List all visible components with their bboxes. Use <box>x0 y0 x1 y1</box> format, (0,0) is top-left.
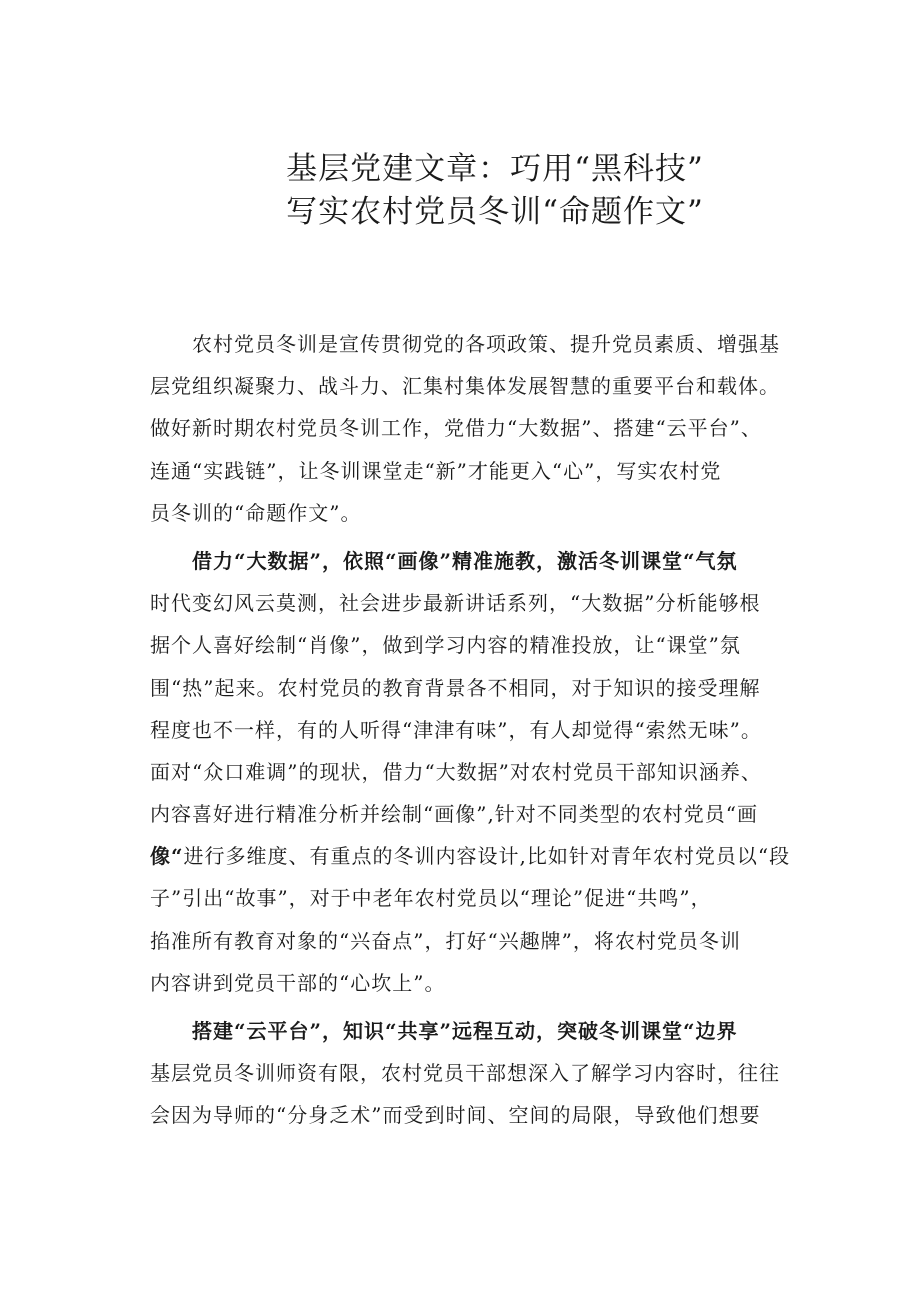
document-body <box>150 323 810 1137</box>
text-line: 程度也不一样，有的人听得“津津有味”，有人却觉得“索然无味”。 <box>150 717 762 742</box>
text-line: 面对“众口难调”的现状，借力“大数据”对农村党员干部知识涵养、 <box>150 759 762 784</box>
bold-fragment: 像“ <box>150 844 184 869</box>
text-line: 农村党员冬训是宣传贯彻党的各项政策、提升党员素质、增强基 <box>192 332 780 356</box>
section-heading-cloud-platform: 搭建“云平台”，知识“共享”远程互动，突破冬训课堂“边界 <box>192 1019 738 1043</box>
title-line-1: 基层党建文章：巧用“黑科技” <box>286 151 704 187</box>
text-line: 子”引出“故事”，对于中老年农村党员以“理论”促进“共鸣”， <box>150 886 712 911</box>
text-line <box>150 835 810 877</box>
text-line: 做好新时期农村党员冬训工作，党借力“大数据”、搭建“云平台”、 <box>150 416 762 441</box>
paragraph-cloud-platform <box>150 1052 810 1136</box>
text-line: 掐准所有教育对象的“兴奋点”，打好“兴趣牌”，将农村党员冬训 <box>150 928 741 953</box>
text-line: 连通“实践链”，让冬训课堂走“新”才能更入“心”，写实农村党 <box>150 458 722 483</box>
paragraph-big-data <box>150 582 810 1004</box>
text-line: 层党组织凝聚力、战斗力、汇集村集体发展智慧的重要平台和载体。 <box>150 374 780 399</box>
text-line: 会因为导师的“分身乏术”而受到时间、空间的局限，导致他们想要 <box>150 1103 761 1128</box>
title-line-2: 写实农村党员冬训“命题作文” <box>286 194 704 230</box>
text-fragment: 进行多维度、有重点的冬训内容设计,比如针对青年农村党员以“段 <box>183 844 791 869</box>
section-heading-big-data: 借力“大数据”，依照“画像”精准施教，激活冬训课堂“气氛 <box>192 548 738 573</box>
document-page <box>150 148 810 1137</box>
paragraph-intro <box>150 323 810 534</box>
text-line: 据个人喜好绘制“肖像”，做到学习内容的精准投放，让“课堂”氛 <box>150 633 741 658</box>
text-line: 时代变幻风云莫测，社会进步最新讲话系列，“大数据”分析能够根 <box>150 591 761 616</box>
text-line: 围“热”起来。农村党员的教育背景各不相同，对于知识的接受理解 <box>150 675 761 700</box>
text-line: 基层党员冬训师资有限，农村党员干部想深入了解学习内容时，往往 <box>150 1061 780 1086</box>
document-title <box>180 148 810 234</box>
text-line: 员冬训的“命题作文”。 <box>150 500 362 525</box>
text-line: 内容讲到党员干部的“心坎上”。 <box>150 970 446 995</box>
text-line: 内容喜好进行精准分析并绘制“画像”,针对不同类型的农村党员“画 <box>150 802 759 827</box>
